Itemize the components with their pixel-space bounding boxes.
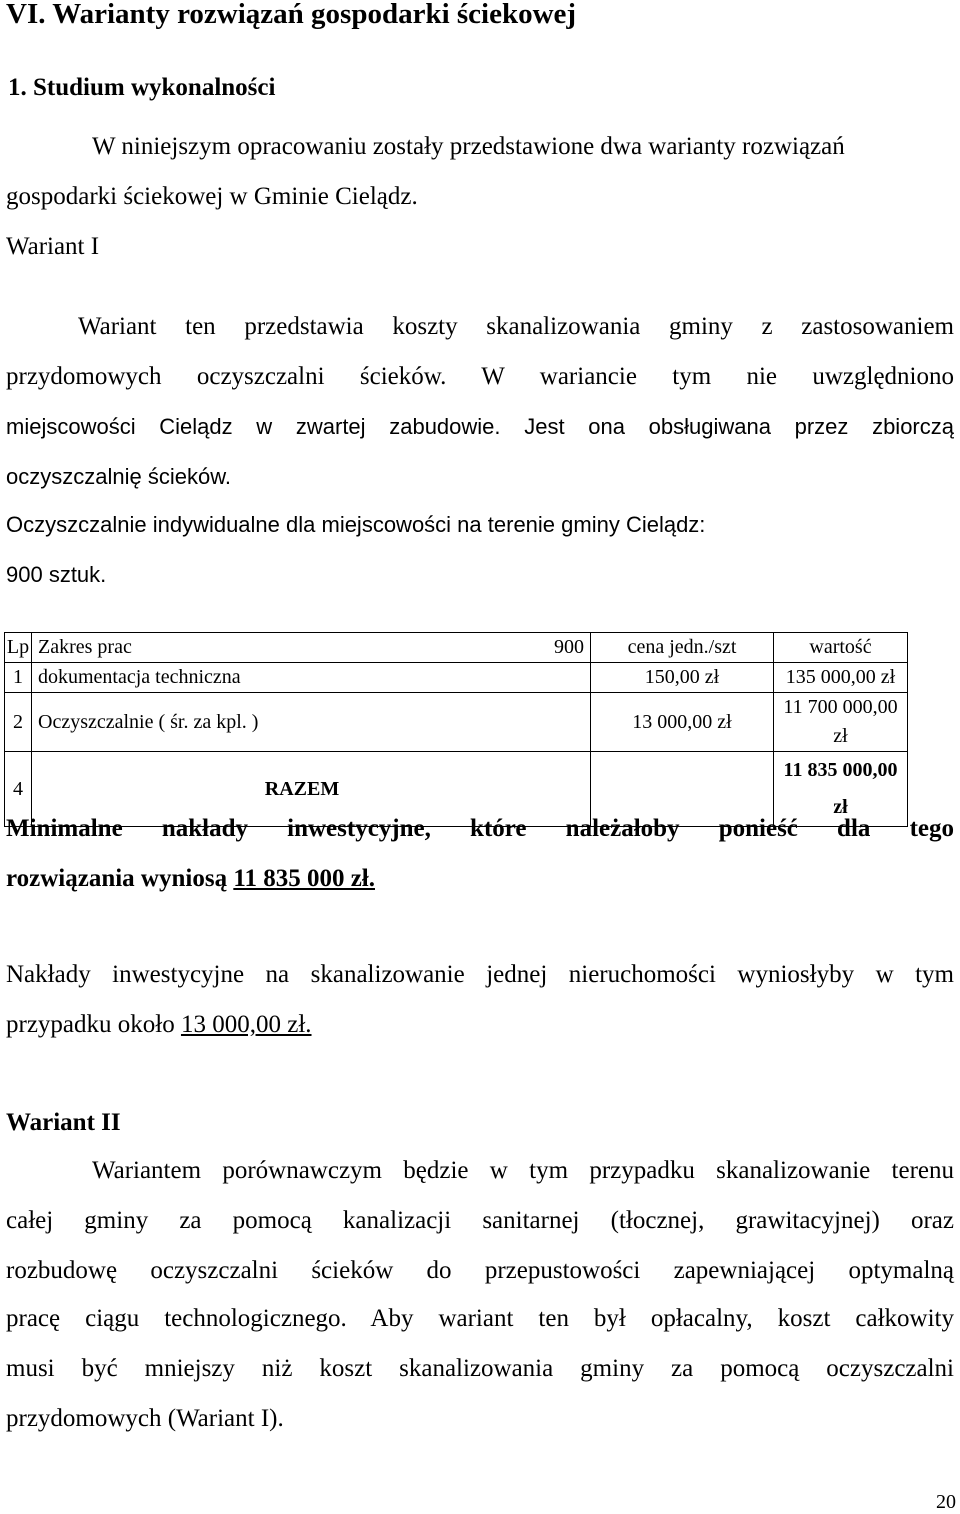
total-value: 11 835 000,00 zł <box>774 752 908 827</box>
total-label: RAZEM <box>32 752 449 827</box>
variant1-para-line-2: przydomowych oczyszczalni ścieków. W wariancie tym nie uwzględniono <box>6 363 954 390</box>
header-qty: 900 <box>448 633 591 663</box>
summary-line-2 <box>6 866 375 891</box>
variant1-para-line-1: Wariant ten przedstawia koszty skanalizowania gminy z zastosowaniem <box>78 313 954 340</box>
header-lp: Lp <box>5 633 32 663</box>
table-row <box>5 663 908 693</box>
row2-lp: 2 <box>5 693 32 752</box>
row1-price: 150,00 zł <box>591 663 774 693</box>
variant2-line-1: Wariantem porównawczym będzie w tym przypadku skanalizowanie terenu <box>92 1157 954 1184</box>
variant2-line-5: musi być mniejszy niż koszt skanalizowania gminy za pomocą oczyszczalni <box>6 1355 954 1382</box>
row1-qty <box>448 663 591 693</box>
cost-table <box>4 632 908 827</box>
variant2-heading: Wariant II <box>6 1109 121 1136</box>
variant1-para-line-3 <box>6 414 954 439</box>
intro-text-1: W niniejszym opracowaniu zostały przedstawione dwa warianty rozwiązań <box>92 133 845 160</box>
header-value: wartość <box>774 633 908 663</box>
row2-price: 13 000,00 zł <box>591 693 774 752</box>
variant1-para-text-3: miejscowości Cielądz w zwartej zabudowie. Jest ona obsługiwana przez zbiorczą <box>6 414 954 439</box>
subsection-title: 1. Studium wykonalności <box>8 74 276 101</box>
summary-amount: 11 835 000 zł. <box>233 865 375 892</box>
variant2-line-4: pracę ciągu technologicznego. Aby wariant ten był opłacalny, koszt całkowity <box>6 1305 954 1332</box>
variant1-count-line-2: 900 sztuk. <box>6 562 107 587</box>
header-price: cena jedn./szt <box>591 633 774 663</box>
variant1-para-line-4: oczyszczalnię ścieków. <box>6 464 231 489</box>
row2-value: 11 700 000,00 zł <box>774 693 908 752</box>
per-property-prefix: przypadku około <box>6 1011 181 1038</box>
row1-value: 135 000,00 zł <box>774 663 908 693</box>
variant2-line-3: rozbudowę oczyszczalni ścieków do przepustowości zapewniającej optymalną <box>6 1257 954 1284</box>
row2-zakres: Oczyszczalnie ( śr. za kpl. ) <box>32 693 449 752</box>
row2-qty <box>448 693 591 752</box>
table-header-row <box>5 633 908 663</box>
total-lp: 4 <box>5 752 32 827</box>
row1-lp: 1 <box>5 663 32 693</box>
summary-line-1: Minimalne nakłady inwestycyjne, które należałoby ponieść dla tego <box>6 815 954 842</box>
intro-line-2: gospodarki ściekowej w Gminie Cielądz. <box>6 183 418 210</box>
variant1-count-line-1: Oczyszczalnie indywidualne dla miejscowości na terenie gminy Cielądz: <box>6 512 706 537</box>
variant2-line-2: całej gminy za pomocą kanalizacji sanitarnej (tłocznej, grawitacyjnej) oraz <box>6 1207 954 1234</box>
per-property-amount: 13 000,00 zł. <box>180 1011 312 1038</box>
header-zakres: Zakres prac <box>32 633 449 663</box>
per-property-line-1: Nakłady inwestycyjne na skanalizowanie jednej nieruchomości wyniosłyby w tym <box>6 961 954 988</box>
summary-prefix: rozwiązania wyniosą <box>6 865 234 892</box>
row1-zakres: dokumentacja techniczna <box>32 663 449 693</box>
variant2-line-6: przydomowych (Wariant I). <box>6 1405 284 1432</box>
intro-line-1 <box>92 134 954 159</box>
variant1-heading: Wariant I <box>6 233 100 260</box>
page-number: 20 <box>936 1491 956 1513</box>
section-title: VI. Warianty rozwiązań gospodarki ściekowej <box>6 0 577 30</box>
table-row <box>5 693 908 752</box>
per-property-line-2 <box>6 1012 312 1037</box>
